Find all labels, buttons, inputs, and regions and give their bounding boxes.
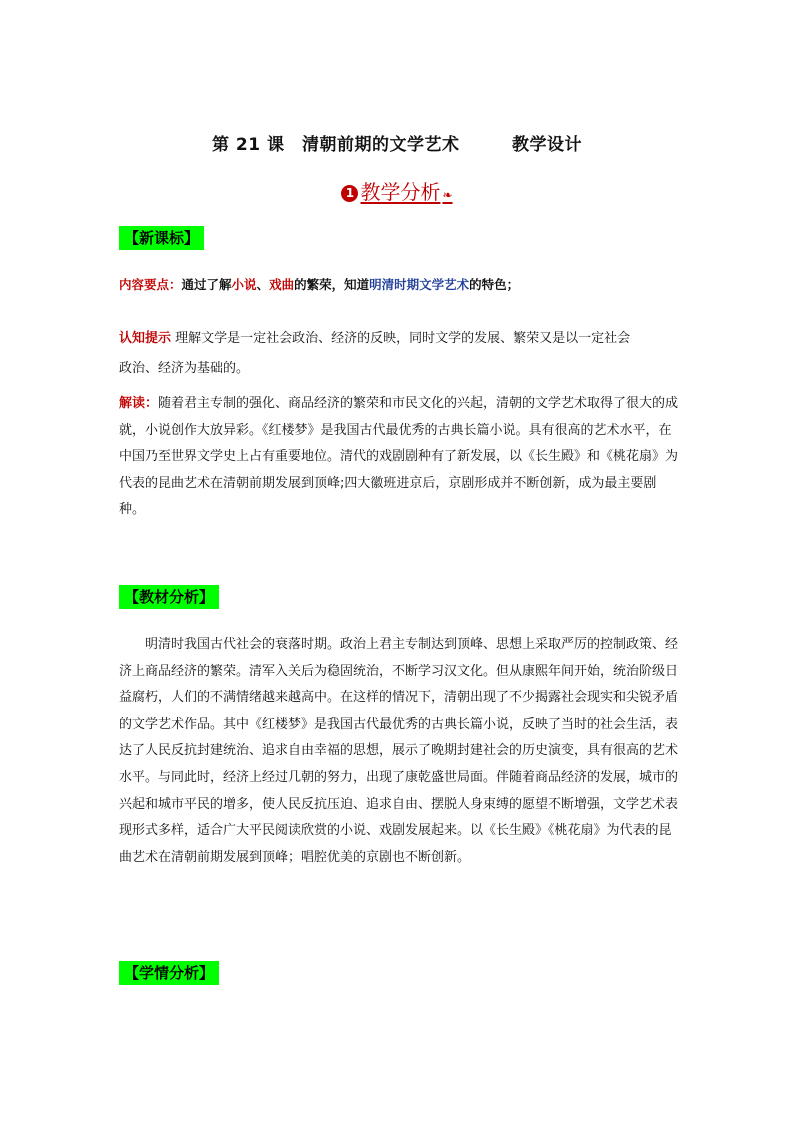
cognitive-hint-line-1 <box>119 327 679 346</box>
content-points-text-1: 通过了解 <box>181 277 232 292</box>
section-heading-label: 教学分析 <box>360 180 441 204</box>
textbook-analysis-paragraph <box>119 632 679 871</box>
content-term-drama: 戏曲 <box>269 277 295 292</box>
interpretation-text: 随着君主专制的强化、商品经济的繁荣和市民文化的兴起，清朝的文学艺术取得了很大的成就，小说创作大放异彩。《红楼梦》是我国古代最优秀的古典长篇小说。具有很高的艺术水平，在中国乃至世界文学史上占有重要地位。清代的戏剧剧种有了新发展，以《长生殿》和《桃花扇》为代表的昆曲艺术在清朝前期发展到顶峰;四大徽班进京后，京剧形成并不断创新，成为最主要剧种。 <box>119 396 679 518</box>
learner-analysis-tag: 【学情分析】 <box>119 961 219 985</box>
content-points-label: 内容要点： <box>119 277 182 292</box>
cognitive-hint-label: 认知提示 <box>119 331 172 346</box>
section-number-badge: 1 <box>341 185 358 202</box>
content-term-literature-art: 明清时期文学艺术 <box>369 277 470 292</box>
cognitive-hint-text-1: 理解文学是一定社会政治、经济的反映，同时文学的发展、繁荣又是以一定社会 <box>175 331 631 346</box>
cognitive-hint-line-2: 政治、经济为基础的。 <box>119 361 250 376</box>
content-term-novel: 小说 <box>231 277 257 292</box>
content-points <box>119 275 679 293</box>
textbook-analysis-text: 明清时我国古代社会的衰落时期。政治上君主专制达到顶峰、思想上采取严厉的控制政策、经济上商品经济的繁荣。清军入关后为稳固统治，不断学习汉文化。但从康熙年间开始，统治阶级日益腐朽，人们的不满情绪越来越高中。在这样的情况下，清朝出现了不少揭露社会现实和尖锐矛盾的文学艺术作品。其中《红楼梦》是我国古代最优秀的古典长篇小说，反映了当时的社会生活，表达了人民反抗封建统治、追求自由幸福的思想，展示了晚期封建社会的历史演变，具有很高的艺术水平。与同此时，经济上经过几朝的努力，出现了康乾盛世局面。伴随着商品经济的发展，城市的兴起和城市平民的增多，使人民反抗压迫、追求自由、摆脱人身束缚的愿望不断增强，文学艺术表现形式多样，适合广大平民阅读欣赏的小说、戏剧发展起来。以《长生殿》《桃花扇》为代表的昆曲艺术在清朝前期发展到顶峰；唱腔优美的京剧也不断创新。 <box>119 637 679 865</box>
content-sep: 、 <box>256 277 270 292</box>
flower-ornament-icon: ❧ <box>442 188 453 202</box>
new-standard-tag: 【新课标】 <box>119 226 204 250</box>
interpretation-paragraph <box>119 391 679 524</box>
section-heading <box>0 176 794 205</box>
section-heading-text-wrap <box>341 180 452 204</box>
document-title: 第 21 课 清朝前期的文学艺术 教学设计 <box>212 135 582 155</box>
textbook-analysis-tag: 【教材分析】 <box>119 585 219 609</box>
interpretation-label: 解读： <box>119 396 159 411</box>
content-points-text-3: 的特色； <box>469 277 520 292</box>
content-points-text-2: 的繁荣，知道 <box>294 277 370 292</box>
